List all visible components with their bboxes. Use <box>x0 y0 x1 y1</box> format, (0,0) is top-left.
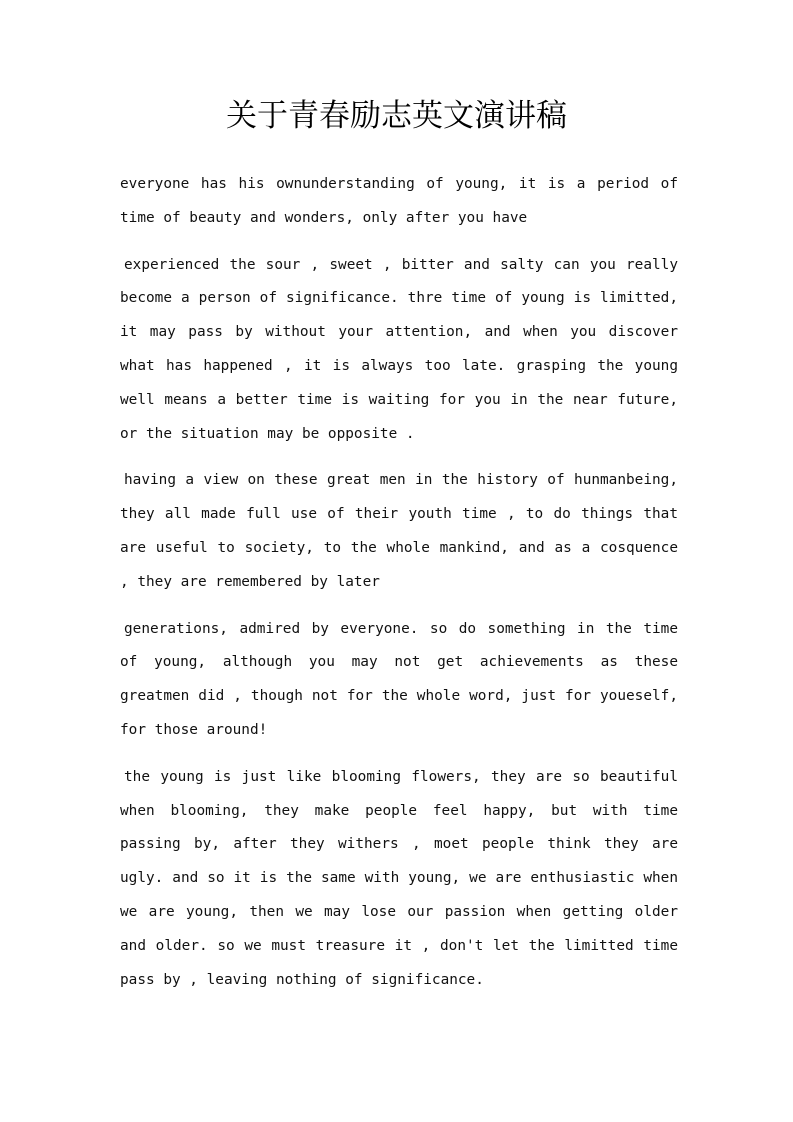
document-body <box>120 168 678 1010</box>
document-title: 关于青春励志英文演讲稿 <box>226 98 567 134</box>
paragraph-2: experienced the sour , sweet , bitter and salty can you really become a person of significance. thre time of young is limitted, it may pass by without your attention, and when you discover what has happened , it is always too late. grasping the young well means a better time is waiting for you in the near future, or the situation may be opposite . <box>120 256 678 442</box>
paragraph-1: everyone has his ownunderstanding of young, it is a period of time of beauty and wonders, only after you have <box>120 176 678 226</box>
paragraph-5: the young is just like blooming flowers, they are so beautiful when blooming, they make people feel happy, but with time passing by, after they withers , moet people think they are ugly. and so it is the same with young, we are enthusiastic when we are young, then we may lose our passion when getting older and older. so we must treasure it , don't let the limitted time pass by , leaving nothing of significance. <box>120 768 678 988</box>
paragraph-4: generations, admired by everyone. so do something in the time of young, although you may not get achievements as these greatmen did , though not for the whole word, just for youeself, for those around! <box>120 620 678 738</box>
paragraph-3: having a view on these great men in the history of hunmanbeing, they all made full use of their youth time , to do things that are useful to society, to the whole mankind, and as a cosquence , they are remembered by later <box>120 472 678 590</box>
